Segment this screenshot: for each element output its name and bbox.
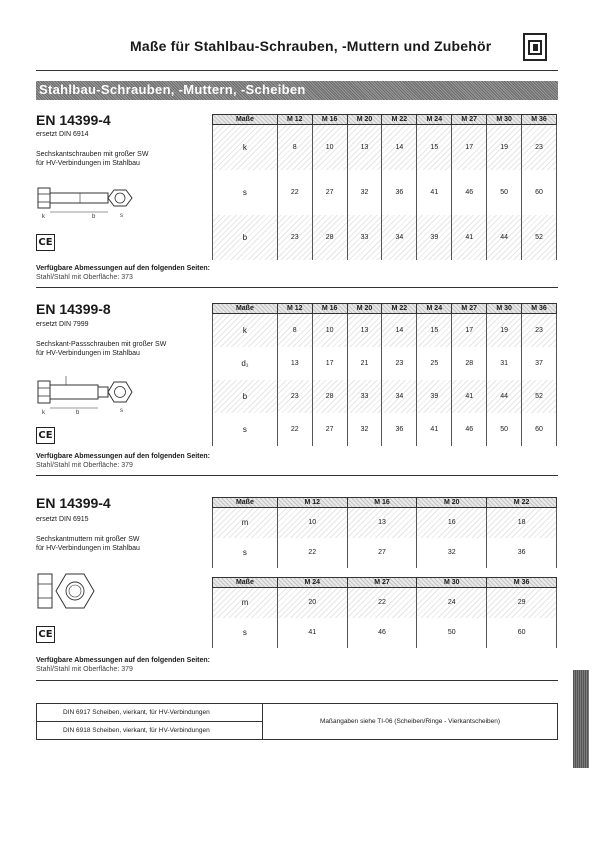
table-cell: 22 [277, 538, 347, 568]
table-cell: 28 [312, 380, 347, 413]
column-header: M 36 [522, 115, 557, 125]
row-label: m [213, 588, 278, 618]
column-header: M 16 [347, 498, 417, 508]
block2-standard-code: EN 14399-8 [36, 301, 111, 317]
table-cell: 50 [417, 618, 487, 648]
table-cell: 29 [487, 588, 557, 618]
block1-divider [36, 287, 558, 288]
table-cell: 13 [347, 508, 417, 538]
column-header: M 27 [347, 578, 417, 588]
ce-mark: CE [36, 234, 55, 251]
table-cell: 41 [452, 215, 487, 260]
table-cell: 22 [277, 170, 312, 215]
block3-nut-table-b [212, 577, 557, 648]
table-cell: 28 [312, 215, 347, 260]
column-header: M 24 [417, 304, 452, 314]
block2-replaces: ersetzt DIN 7999 [36, 321, 89, 328]
note-din-6917: DIN 6917 Scheiben, vierkant, für HV-Verbindungen [37, 704, 262, 722]
row-label: s [213, 413, 278, 446]
row-label: s [213, 170, 278, 215]
column-header: M 27 [452, 115, 487, 125]
table-cell: 22 [347, 588, 417, 618]
table-cell: 16 [417, 508, 487, 538]
block2-availability: Verfügbare Abmessungen auf den folgenden Seiten: Stahl/Stahl mit Oberfläche: 379 [36, 453, 210, 469]
block2-divider [36, 475, 558, 476]
table-cell: 32 [347, 413, 382, 446]
column-header: M 12 [277, 115, 312, 125]
table-cell: 41 [452, 380, 487, 413]
column-header: M 20 [347, 304, 382, 314]
column-header: M 24 [277, 578, 347, 588]
column-header: M 22 [382, 304, 417, 314]
column-header: M 22 [382, 115, 417, 125]
table-cell: 52 [522, 380, 557, 413]
table-cell: 23 [277, 380, 312, 413]
svg-text:b: b [92, 214, 96, 220]
column-header: M 30 [417, 578, 487, 588]
hex-bolt-drawing [36, 180, 136, 220]
hex-nut-drawing [36, 570, 106, 612]
table-cell: 23 [382, 347, 417, 380]
block1-description: Sechskantschrauben mit großer SW für HV-Verbindungen im Stahlbau [36, 151, 149, 167]
row-label: k [213, 125, 278, 170]
block3-divider [36, 680, 558, 681]
table-cell: 15 [417, 125, 452, 170]
table-cell: 37 [522, 347, 557, 380]
table-cell: 44 [487, 215, 522, 260]
column-header: Maße [213, 578, 278, 588]
table-cell: 10 [312, 125, 347, 170]
table-row [213, 618, 557, 648]
table-cell: 14 [382, 314, 417, 347]
table-cell: 13 [277, 347, 312, 380]
table-row [213, 380, 557, 413]
washer-notes-box [36, 703, 558, 740]
column-header: Maße [213, 115, 278, 125]
table-cell: 13 [347, 314, 382, 347]
svg-text:b: b [76, 410, 80, 416]
block3-standard-code: EN 14399-4 [36, 495, 111, 511]
row-label: d₁ [213, 347, 278, 380]
ce-mark: CE [36, 427, 55, 444]
table-cell: 36 [382, 170, 417, 215]
table-cell: 13 [347, 125, 382, 170]
table-cell: 52 [522, 215, 557, 260]
table-cell: 28 [452, 347, 487, 380]
column-header: M 36 [522, 304, 557, 314]
table-cell: 41 [277, 618, 347, 648]
table-cell: 50 [487, 413, 522, 446]
table-cell: 8 [277, 125, 312, 170]
table-row [213, 538, 557, 568]
row-label: b [213, 215, 278, 260]
table-cell: 17 [452, 125, 487, 170]
table-cell: 23 [522, 314, 557, 347]
table-cell: 18 [487, 508, 557, 538]
ce-mark: CE [36, 626, 55, 643]
table-cell: 46 [452, 170, 487, 215]
table-cell: 27 [312, 413, 347, 446]
note-reference: Maßangaben siehe TI-06 (Scheiben/Ringe - Vierkantscheiben) [319, 718, 501, 725]
block3-availability: Verfügbare Abmessungen auf den folgenden Seiten: Stahl/Stahl mit Oberfläche: 379 [36, 657, 210, 673]
table-cell: 20 [277, 588, 347, 618]
table-cell: 10 [312, 314, 347, 347]
table-cell: 34 [382, 380, 417, 413]
block3-replaces: ersetzt DIN 6915 [36, 516, 89, 523]
table-cell: 22 [277, 413, 312, 446]
table-row [213, 588, 557, 618]
table-cell: 60 [522, 413, 557, 446]
row-label: b [213, 380, 278, 413]
column-header: M 27 [452, 304, 487, 314]
table-cell: 25 [417, 347, 452, 380]
table-cell: 31 [487, 347, 522, 380]
row-label: s [213, 538, 278, 568]
table-row [213, 125, 557, 170]
table-cell: 41 [417, 170, 452, 215]
note-din-6918: DIN 6918 Scheiben, vierkant, für HV-Verbindungen [63, 727, 210, 734]
table-cell: 14 [382, 125, 417, 170]
table-cell: 34 [382, 215, 417, 260]
column-header: M 12 [277, 498, 347, 508]
table-cell: 36 [382, 413, 417, 446]
table-cell: 33 [347, 380, 382, 413]
block2-description: Sechskant-Passschrauben mit großer SW für HV-Verbindungen im Stahlbau [36, 341, 167, 357]
svg-text:k: k [42, 214, 45, 220]
column-header: Maße [213, 304, 278, 314]
company-logo [523, 33, 547, 61]
table-cell: 19 [487, 125, 522, 170]
column-header: M 30 [487, 115, 522, 125]
hex-fit-bolt-drawing [36, 372, 136, 416]
column-header: M 36 [487, 578, 557, 588]
table-cell: 27 [347, 538, 417, 568]
table-row [213, 314, 557, 347]
table-cell: 8 [277, 314, 312, 347]
column-header: M 20 [347, 115, 382, 125]
svg-text:s: s [120, 408, 123, 414]
table-cell: 60 [487, 618, 557, 648]
table-cell: 23 [277, 215, 312, 260]
block1-replaces: ersetzt DIN 6914 [36, 131, 89, 138]
table-cell: 46 [347, 618, 417, 648]
table-cell: 17 [452, 314, 487, 347]
table-cell: 60 [522, 170, 557, 215]
table-cell: 10 [277, 508, 347, 538]
svg-text:s: s [120, 213, 123, 219]
chapter-tab [573, 670, 589, 768]
table-cell: 23 [522, 125, 557, 170]
page-title: Maße für Stahlbau-Schrauben, -Muttern und Zubehör [130, 38, 492, 54]
column-header: M 22 [487, 498, 557, 508]
table-cell: 33 [347, 215, 382, 260]
table-cell: 24 [417, 588, 487, 618]
row-label: k [213, 314, 278, 347]
header-rule [36, 70, 558, 71]
column-header: M 16 [312, 304, 347, 314]
table-cell: 46 [452, 413, 487, 446]
table-cell: 50 [487, 170, 522, 215]
table-cell: 39 [417, 380, 452, 413]
section-header [36, 81, 558, 100]
table-cell: 21 [347, 347, 382, 380]
section-title: Stahlbau-Schrauben, -Muttern, -Scheiben [39, 82, 306, 97]
column-header: M 24 [417, 115, 452, 125]
table-row [213, 170, 557, 215]
table-row [213, 347, 557, 380]
svg-text:k: k [42, 410, 45, 416]
table-row [213, 413, 557, 446]
column-header: M 12 [277, 304, 312, 314]
block1-standard-code: EN 14399-4 [36, 112, 111, 128]
table-cell: 32 [417, 538, 487, 568]
block2-dimension-table [212, 303, 557, 446]
block1-dimension-table [212, 114, 557, 260]
table-cell: 19 [487, 314, 522, 347]
table-row [213, 215, 557, 260]
table-cell: 27 [312, 170, 347, 215]
column-header: M 30 [487, 304, 522, 314]
table-cell: 41 [417, 413, 452, 446]
block1-availability: Verfügbare Abmessungen auf den folgenden Seiten: Stahl/Stahl mit Oberfläche: 373 [36, 265, 210, 281]
table-cell: 32 [347, 170, 382, 215]
column-header: M 16 [312, 115, 347, 125]
column-header: Maße [213, 498, 278, 508]
table-cell: 15 [417, 314, 452, 347]
table-cell: 17 [312, 347, 347, 380]
row-label: s [213, 618, 278, 648]
table-cell: 39 [417, 215, 452, 260]
column-header: M 20 [417, 498, 487, 508]
block3-description: Sechskantmuttern mit großer SW für HV-Verbindungen im Stahlbau [36, 536, 140, 552]
table-row [213, 508, 557, 538]
table-cell: 36 [487, 538, 557, 568]
row-label: m [213, 508, 278, 538]
table-cell: 44 [487, 380, 522, 413]
block3-nut-table-a [212, 497, 557, 568]
